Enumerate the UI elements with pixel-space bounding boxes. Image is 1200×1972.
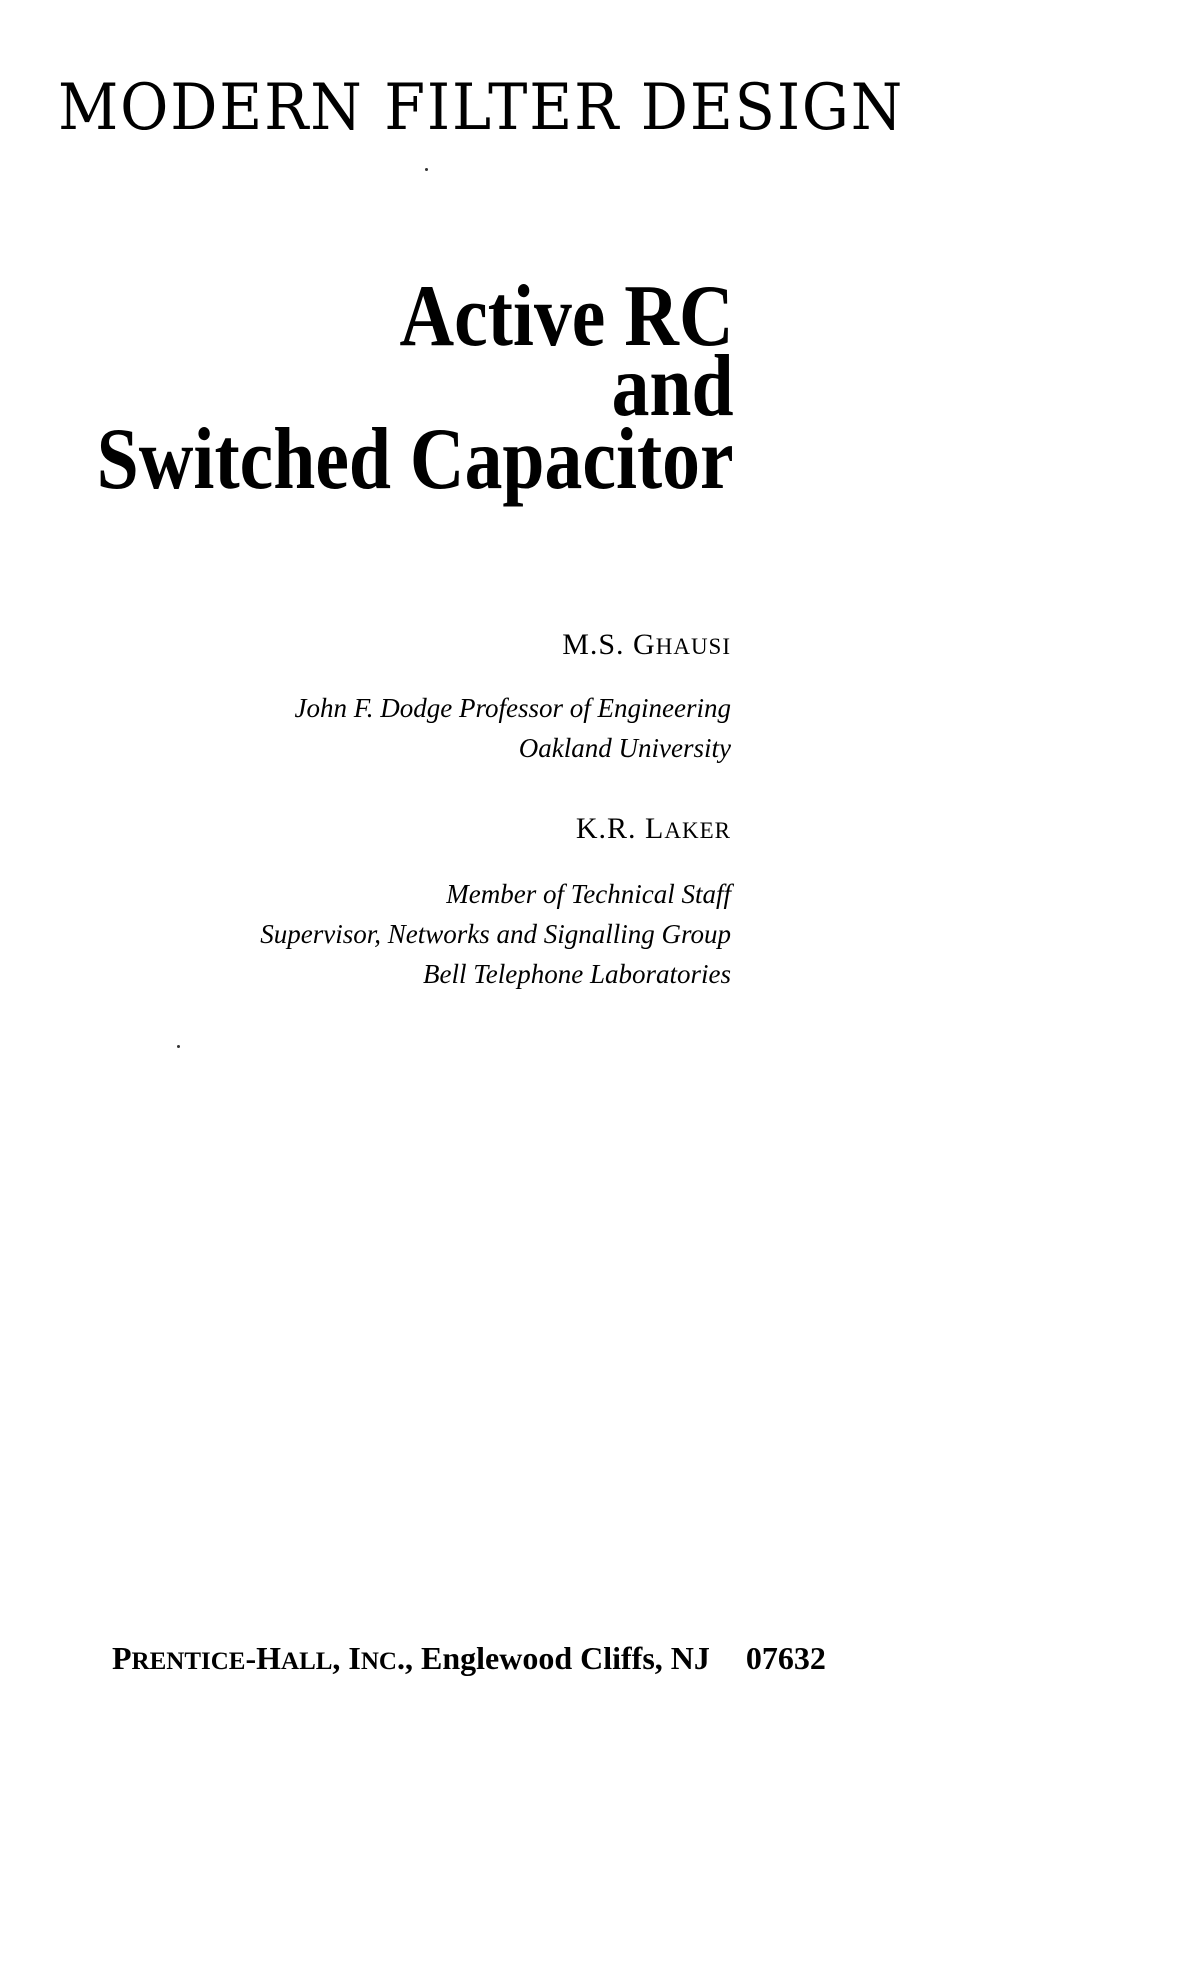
book-title xyxy=(0,268,734,508)
author-affiliation-line: Oakland University xyxy=(518,733,731,763)
title-line-3: Switched Capacitor xyxy=(97,411,734,508)
author-name-ghausi: M.S. GHAUSI xyxy=(562,628,731,661)
author-affiliation-line: Supervisor, Networks and Signalling Group xyxy=(260,919,731,949)
author-affiliation-line: John F. Dodge Professor of Engineering xyxy=(294,693,731,723)
title-line-1: Active RC xyxy=(399,268,734,365)
scan-speck xyxy=(425,168,428,171)
author-list xyxy=(260,628,731,994)
author-name-laker: K.R. LAKER xyxy=(575,812,731,845)
series-title: MODERN FILTER DESIGN xyxy=(58,71,905,145)
title-line-2: and xyxy=(611,338,734,435)
publisher-zip: 07632 xyxy=(745,1640,826,1676)
publisher-imprint: PRENTICE-HALL, INC., Englewood Cliffs, NJ 07632 xyxy=(112,1640,826,1676)
scan-speck xyxy=(177,1045,180,1048)
author-affiliation-line: Bell Telephone Laboratories xyxy=(423,959,731,989)
author-affiliation-line: Member of Technical Staff xyxy=(446,879,731,909)
